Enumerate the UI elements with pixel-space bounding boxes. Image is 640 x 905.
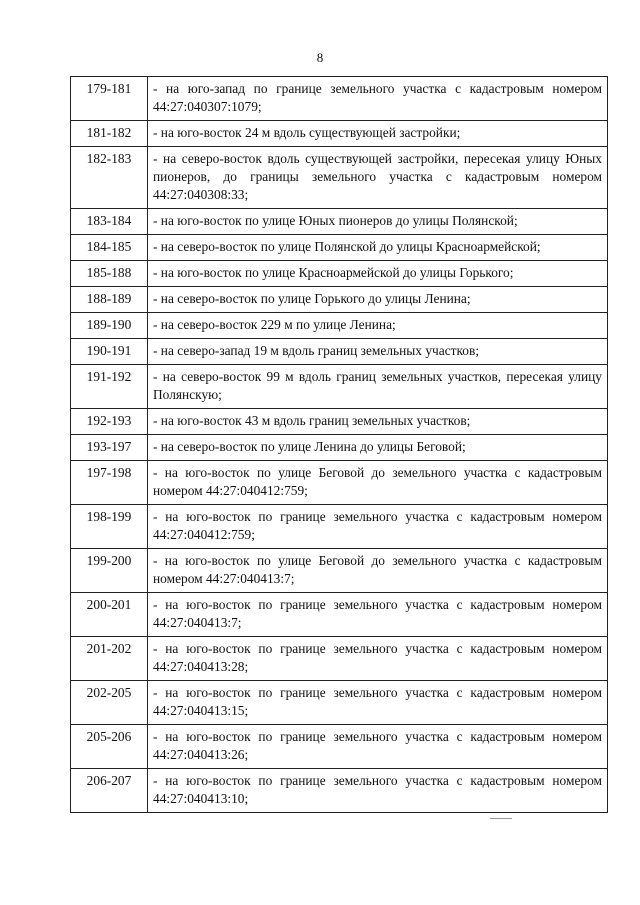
description-cell: - на северо-восток вдоль существующей застройки, пересекая улицу Юных пионеров, до границы земельного участка с кадастровым номером 44:27:040308:33; [148,147,608,209]
segment-cell: 185-188 [71,261,148,287]
table-row [71,549,608,593]
table-row [71,725,608,769]
segment-cell: 191-192 [71,365,148,409]
description-cell: - на юго-восток по границе земельного участка с кадастровым номером 44:27:040413:7; [148,593,608,637]
description-cell: - на юго-восток по границе земельного участка с кадастровым номером 44:27:040413:28; [148,637,608,681]
description-cell: - на северо-восток по улице Ленина до улицы Беговой; [148,435,608,461]
segment-cell: 205-206 [71,725,148,769]
segment-cell: 184-185 [71,235,148,261]
description-cell: - на юго-запад по границе земельного участка с кадастровым номером 44:27:040307:1079; [148,77,608,121]
table-row [71,637,608,681]
segment-cell: 190-191 [71,339,148,365]
description-cell: - на юго-восток по улице Беговой до земельного участка с кадастровым номером 44:27:040412:759; [148,461,608,505]
segment-cell: 201-202 [71,637,148,681]
segment-cell: 192-193 [71,409,148,435]
description-cell: - на юго-восток по улице Юных пионеров до улицы Полянской; [148,209,608,235]
description-cell: - на юго-восток 43 м вдоль границ земельных участков; [148,409,608,435]
table-row [71,339,608,365]
table-row [71,681,608,725]
segment-cell: 181-182 [71,121,148,147]
description-cell: - на юго-восток по границе земельного участка с кадастровым номером 44:27:040413:10; [148,769,608,813]
description-cell: - на юго-восток по границе земельного участка с кадастровым номером 44:27:040413:26; [148,725,608,769]
table-row [71,435,608,461]
route-table [70,76,608,813]
table-row [71,769,608,813]
table-row [71,313,608,339]
page-number: 8 [316,50,324,65]
segment-cell: 206-207 [71,769,148,813]
table-row [71,593,608,637]
description-cell: - на северо-запад 19 м вдоль границ земельных участков; [148,339,608,365]
segment-cell: 182-183 [71,147,148,209]
segment-cell: 197-198 [71,461,148,505]
description-cell: - на юго-восток по границе земельного участка с кадастровым номером 44:27:040413:15; [148,681,608,725]
description-cell: - на юго-восток по улице Красноармейской до улицы Горького; [148,261,608,287]
table-row [71,365,608,409]
route-table-body [71,77,608,813]
table-row [71,261,608,287]
description-cell: - на юго-восток по улице Беговой до земельного участка с кадастровым номером 44:27:040413:7; [148,549,608,593]
description-cell: - на юго-восток по границе земельного участка с кадастровым номером 44:27:040412:759; [148,505,608,549]
segment-cell: 179-181 [71,77,148,121]
segment-cell: 200-201 [71,593,148,637]
segment-cell: 198-199 [71,505,148,549]
table-row [71,409,608,435]
description-cell: - на северо-восток 99 м вдоль границ земельных участков, пересекая улицу Полянскую; [148,365,608,409]
segment-cell: 193-197 [71,435,148,461]
table-row [71,505,608,549]
segment-cell: 188-189 [71,287,148,313]
scan-mark [490,818,512,819]
description-cell: - на северо-восток по улице Горького до улицы Ленина; [148,287,608,313]
segment-cell: 202-205 [71,681,148,725]
description-cell: - на юго-восток 24 м вдоль существующей застройки; [148,121,608,147]
table-row [71,121,608,147]
segment-cell: 183-184 [71,209,148,235]
table-row [71,287,608,313]
table-row [71,461,608,505]
table-row [71,235,608,261]
description-cell: - на северо-восток по улице Полянской до улицы Красноармейской; [148,235,608,261]
table-row [71,77,608,121]
segment-cell: 199-200 [71,549,148,593]
table-row [71,147,608,209]
table-row [71,209,608,235]
segment-cell: 189-190 [71,313,148,339]
description-cell: - на северо-восток 229 м по улице Ленина; [148,313,608,339]
